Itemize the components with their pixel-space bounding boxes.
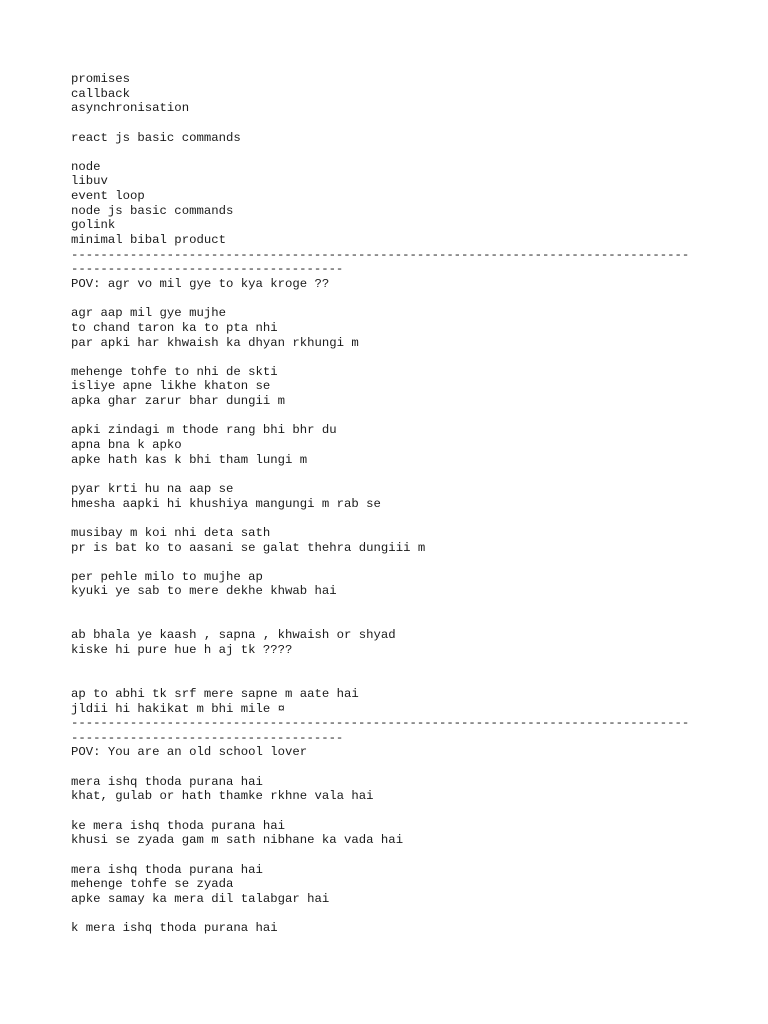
poem-line: khat, gulab or hath thamke rkhne vala hai	[71, 789, 374, 804]
poem-title: POV: agr vo mil gye to kya kroge ??	[71, 276, 330, 291]
blank-line	[71, 467, 721, 482]
blank-line	[71, 672, 721, 687]
note-line: callback	[71, 86, 131, 101]
note-line: event loop	[71, 189, 145, 204]
poem-line: kiske hi pure hue h aj tk ????	[71, 642, 293, 657]
poem-line: par apki har khwaish ka dhyan rkhungi m	[71, 335, 359, 350]
poem-line: kyuki ye sab to mere dekhe khwab hai	[71, 584, 337, 599]
note-line: node	[71, 159, 101, 174]
poem-line: khusi se zyada gam m sath nibhane ka vada hai	[71, 833, 404, 848]
note-line: node js basic commands	[71, 203, 234, 218]
blank-line	[71, 848, 721, 863]
poem-line: ke mera ishq thoda purana hai	[71, 818, 286, 833]
poem-line: isliye apne likhe khaton se	[71, 379, 271, 394]
note-line: promises	[71, 72, 131, 86]
blank-line	[71, 614, 721, 629]
poem-line: to chand taron ka to pta nhi	[71, 320, 278, 335]
separator-line: ------------------------------------------------------------------------------------	[71, 247, 690, 262]
blank-line	[71, 658, 721, 673]
poem-line: mehenge tohfe se zyada	[71, 877, 234, 892]
poem-line: pr is bat ko to aasani se galat thehra dungiii m	[71, 540, 426, 555]
blank-line	[71, 555, 721, 570]
poem-line: k mera ishq thoda purana hai	[71, 921, 278, 936]
poem-line: musibay m koi nhi deta sath	[71, 525, 271, 540]
poem-line: ap to abhi tk srf mere sapne m aate hai	[71, 686, 359, 701]
note-line: minimal bibal product	[71, 233, 226, 248]
note-line: golink	[71, 218, 116, 233]
note-line: react js basic commands	[71, 130, 241, 145]
poem-line: agr aap mil gye mujhe	[71, 306, 226, 321]
poem-line: mera ishq thoda purana hai	[71, 774, 263, 789]
blank-line	[71, 760, 721, 775]
blank-line	[71, 350, 721, 365]
poem-line: apki zindagi m thode rang bhi bhr du	[71, 423, 337, 438]
note-line: libuv	[71, 174, 108, 189]
poem-line: ab bhala ye kaash , sapna , khwaish or shyad	[71, 628, 396, 643]
blank-line	[71, 804, 721, 819]
poem-line: apna bna k apko	[71, 438, 182, 453]
poem-title: POV: You are an old school lover	[71, 745, 308, 760]
separator-line: -------------------------------------	[71, 730, 344, 745]
blank-line	[71, 907, 721, 922]
poem-line: apka ghar zarur bhar dungii m	[71, 394, 286, 409]
blank-line	[71, 511, 721, 526]
blank-line	[71, 599, 721, 614]
poem-line: apke hath kas k bhi tham lungi m	[71, 452, 308, 467]
document-text	[71, 72, 721, 936]
poem-line: mera ishq thoda purana hai	[71, 862, 263, 877]
separator-line: -------------------------------------	[71, 262, 344, 277]
note-line: asynchronisation	[71, 101, 190, 116]
separator-line: ------------------------------------------------------------------------------------	[71, 716, 690, 731]
poem-line: pyar krti hu na aap se	[71, 481, 234, 496]
poem-line: jldii hi hakikat m bhi mile ¤	[71, 701, 286, 716]
poem-line: mehenge tohfe to nhi de skti	[71, 364, 278, 379]
blank-line	[71, 116, 721, 131]
blank-line	[71, 292, 721, 307]
blank-line	[71, 409, 721, 424]
poem-line: apke samay ka mera dil talabgar hai	[71, 891, 330, 906]
poem-line: per pehle milo to mujhe ap	[71, 569, 263, 584]
blank-line	[71, 145, 721, 160]
poem-line: hmesha aapki hi khushiya mangungi m rab se	[71, 496, 381, 511]
